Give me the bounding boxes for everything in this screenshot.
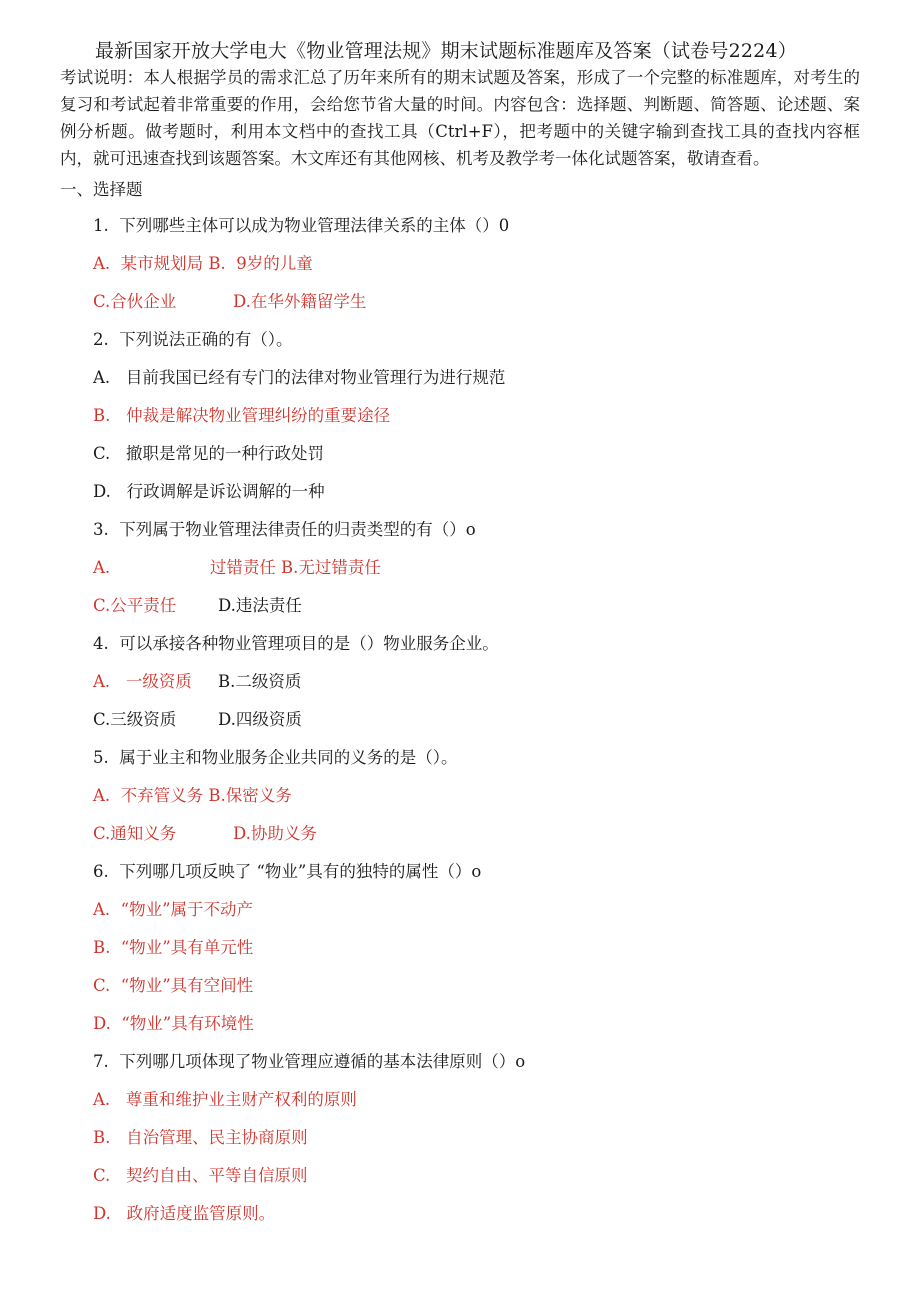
answer-option: A. 过错责任 B.无过错责任 [93,558,381,577]
question-text: 2. 下列说法正确的有（）。 [93,330,293,349]
answer-option: D.协助义务 [233,824,317,843]
answer-option: C. “物业”具有空间性 [93,976,254,995]
section-heading: 一、选择题 [60,180,143,199]
question-text: 7. 下列哪几项体现了物业管理应遵循的基本法律原则（）o [93,1052,526,1071]
question-text: 3. 下列属于物业管理法律责任的归责类型的有（）o [93,520,476,539]
answer-option: D.违法责任 [218,596,302,615]
question-text: 6. 下列哪几项反映了 “物业”具有的独特的属性（）o [93,862,482,881]
answer-option: C.公平责任 [93,596,177,615]
answer-option: B. “物业”具有单元性 [93,938,254,957]
question-text: 1. 下列哪些主体可以成为物业管理法律关系的主体（）0 [93,216,510,235]
answer-option: C. 契约自由、平等自信原则 [93,1166,308,1185]
answer-option: A. 尊重和维护业主财产权利的原则 [93,1090,357,1109]
answer-option: A. 目前我国已经有专门的法律对物业管理行为进行规范 [93,368,506,387]
answer-option: D. 行政调解是诉讼调解的一种 [93,482,325,501]
answer-option: C.三级资质 [93,710,177,729]
answer-option: B.二级资质 [218,672,302,691]
answer-option: B. 自治管理、民主协商原则 [93,1128,308,1147]
answer-option: A. 某市规划局 B. 9岁的儿童 [93,254,313,273]
exam-intro: 考试说明：本人根据学员的需求汇总了历年来所有的期末试题及答案，形成了一个完整的标准题库，对考生的复习和考试起着非常重要的作用，会给您节省大量的时间。内容包含：选择题、判断题、简答题、论述题、案例分析题。做考题时，利用本文档中的查找工具（Ctrl+F），把考题中的关键字输到查找工具的查找内容框内，就可迅速查找到该题答案。木文库还有其他网核、机考及教学考一体化试题答案，敬请查看。 [60,68,860,168]
answer-option: B. 仲裁是解决物业管理纠纷的重要途径 [93,406,391,425]
answer-option: D.在华外籍留学生 [233,292,367,311]
question-text: 4. 可以承接各种物业管理项目的是（）物业服务企业。 [93,634,499,653]
answer-option: D. “物业”具有环境性 [93,1014,254,1033]
answer-option: D. 政府适度监管原则。 [93,1204,276,1223]
answer-option: C.通知义务 [93,824,177,843]
answer-option: A. “物业”属于不动产 [93,900,254,919]
answer-option: C.合伙企业 [93,292,177,311]
question-text: 5. 属于业主和物业服务企业共同的义务的是（）。 [93,748,458,767]
document-title: 最新国家开放大学电大《物业管理法规》期末试题标准题库及答案（试卷号2224） [95,40,797,62]
answer-option: A. 不弃管义务 B.保密义务 [93,786,292,805]
answer-option: D.四级资质 [218,710,302,729]
answer-option: A. 一级资质 [93,672,192,691]
answer-option: C. 撤职是常见的一种行政处罚 [93,444,325,463]
